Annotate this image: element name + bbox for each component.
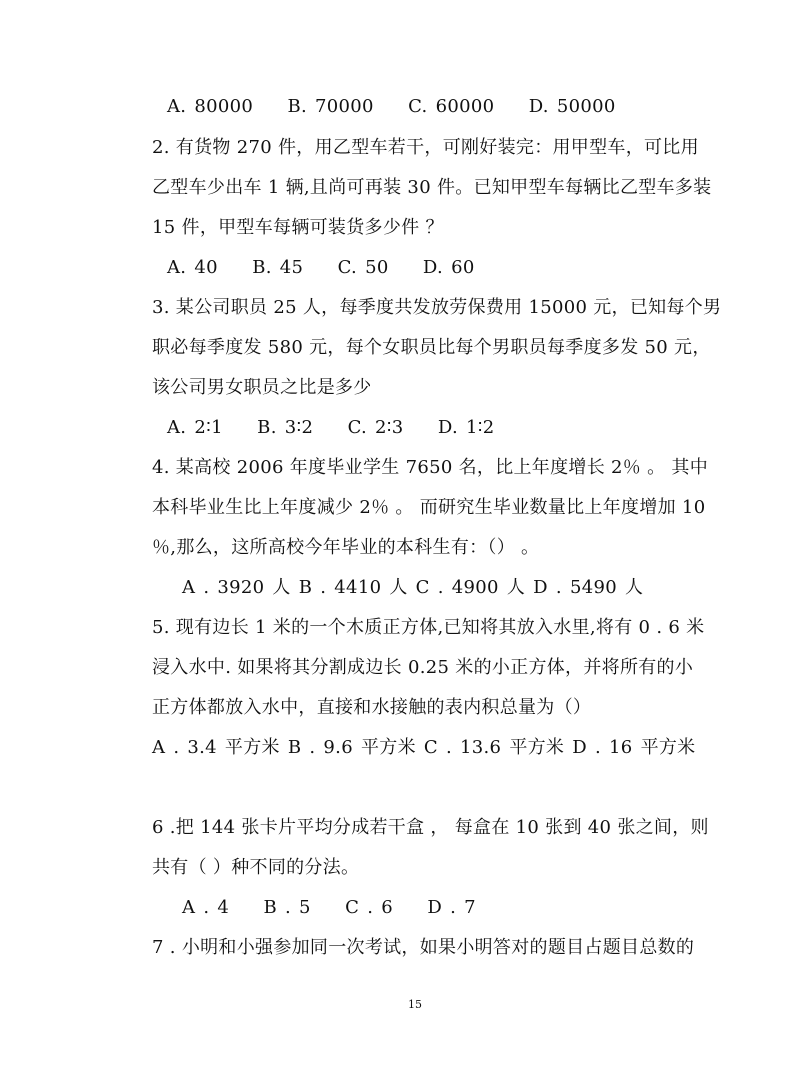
q2-text-line-1: 2. 有货物 270 件，用乙型车若干，可刚好装完：用甲型车，可比用 [152, 137, 699, 158]
q5-text-line-3: 正方体都放入水中，直接和水接触的表内积总量为（） [152, 697, 592, 718]
q4-options: A . 3920 人 B . 4410 人 C . 4900 人 D . 5490 人 [182, 577, 644, 598]
q2-text-line-3: 15 件，甲型车每辆可装货多少件 ？ [152, 217, 444, 238]
q5-options: A . 3.4 平方米 B . 9.6 平方米 C . 13.6 平方米 D . 16 平方米 [152, 737, 696, 758]
q6-text-line-2: 共有（ ）种不同的分法。 [152, 857, 360, 878]
q5-text-line-1: 5. 现有边长 1 米的一个木质正方体,已知将其放入水里,将有 0 . 6 米 [152, 617, 705, 638]
q3-text-line-3: 该公司男女职员之比是多少 [152, 377, 372, 398]
q5-text-line-2: 浸入水中. 如果将其分割成边长 0.25 米的小正方体，并将所有的小 [152, 657, 694, 678]
q4-text-line-3: ％,那么，这所高校今年毕业的本科生有：（） 。 [152, 537, 540, 558]
q4-text-line-1: 4. 某高校 2006 年度毕业学生 7650 名，比上年度增长 2％ 。 其中 [152, 457, 709, 478]
q4-text-line-2: 本科毕业生比上年度减少 2％ 。 而研究生毕业数量比上年度增加 10 [152, 497, 706, 518]
q6-options: A . 4 B . 5 C . 6 D . 7 [182, 897, 476, 918]
q3-text-line-1: 3. 某公司职员 25 人，每季度共发放劳保费用 15000 元，已知每个男 [152, 297, 722, 318]
q3-options: A. 2∶1 B. 3∶2 C. 2∶3 D. 1∶2 [167, 417, 495, 438]
q2-text-line-2: 乙型车少出车 1 辆,且尚可再装 30 件。已知甲型车每辆比乙型车多装 [152, 177, 712, 198]
page-number: 15 [408, 998, 422, 1011]
q2-options: A. 40 B. 45 C. 50 D. 60 [167, 257, 475, 278]
q1-options: A. 80000 B. 70000 C. 60000 D. 50000 [167, 96, 616, 117]
q3-text-line-2: 职必每季度发 580 元，每个女职员比每个男职员每季度多发 50 元， [152, 337, 711, 358]
q7-text-line-1: 7 . 小明和小强参加同一次考试，如果小明答对的题目占题目总数的 [152, 937, 695, 958]
q6-text-line-1: 6 .把 144 张卡片平均分成若干盒 ， 每盒在 10 张到 40 张之间，则 [152, 817, 709, 838]
